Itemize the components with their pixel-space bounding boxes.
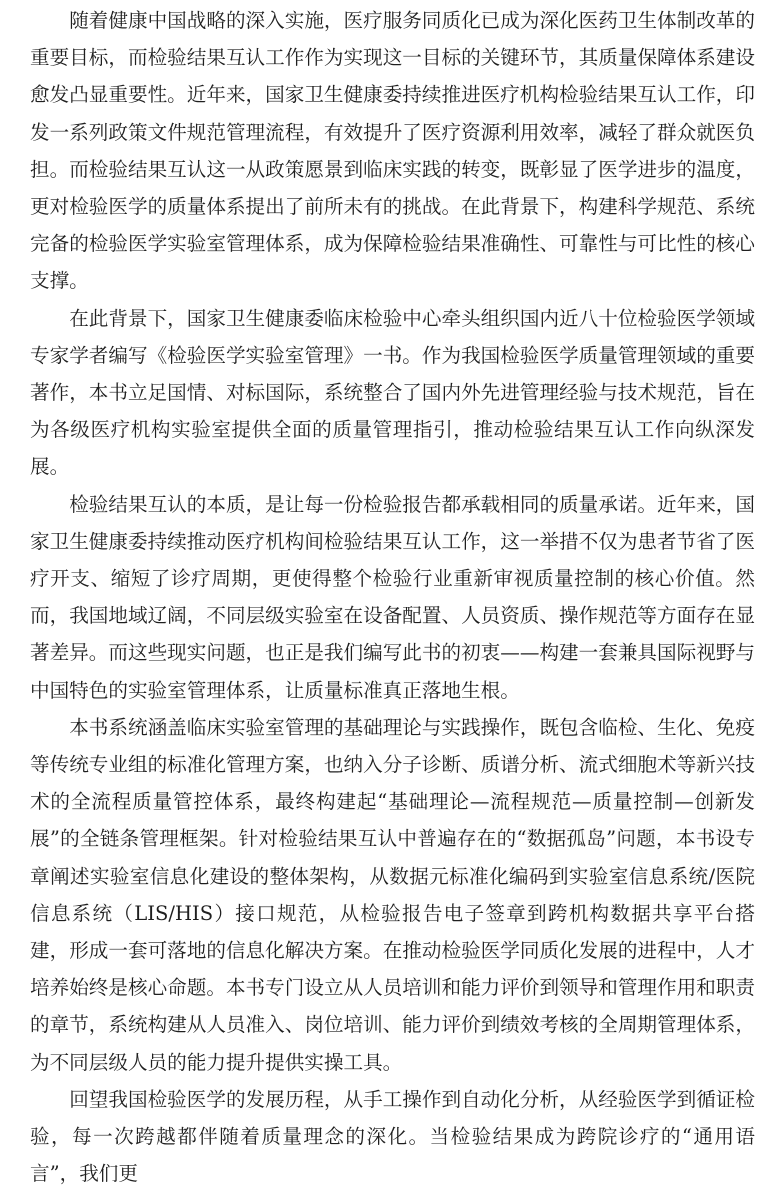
paragraph-3: 检验结果互认的本质，是让每一份检验报告都承载相同的质量承诺。近年来，国家卫生健康委持续推动医疗机构间检验结果互认工作，这一举措不仅为患者节省了医疗开支、缩短了诊疗周期，更使得整个检验行业重新审视质量控制的核心价值。然而，我国地域辽阔，不同层级实验室在设备配置、人员资质、操作规范等方面存在显著差异。而这些现实问题，也正是我们编写此书的初衷——构建一套兼具国际视野与中国特色的实验室管理体系，让质量标准真正落地生根。 xyxy=(30,492,755,702)
paragraph-5: 回望我国检验医学的发展历程，从手工操作到自动化分析，从经验医学到循证检验，每一次跨越都伴随着质量理念的深化。当检验结果成为跨院诊疗的“通用语言”，我们更 xyxy=(30,1087,755,1186)
paragraph-4: 本书系统涵盖临床实验室管理的基础理论与实践操作，既包含临检、生化、免疫等传统专业组的标准化管理方案，也纳入分子诊断、质谱分析、流式细胞术等新兴技术的全流程质量管控体系，最终构建起“基础理论—流程规范—质量控制—创新发展”的全链条管理框架。针对检验结果互认中普遍存在的“数据孤岛”问题，本书设专章阐述实验室信息化建设的整体架构，从数据元标准化编码到实验室信息系统/医院信息系统（LIS/HIS）接口规范，从检验报告电子签章到跨机构数据共享平台搭建，形成一套可落地的信息化解决方案。在推动检验医学同质化发展的进程中，人才培养始终是核心命题。本书专门设立从人员培训和能力评价到领导和管理作用和职责的章节，系统构建从人员准入、岗位培训、能力评价到绩效考核的全周期管理体系，为不同层级人员的能力提升提供实操工具。 xyxy=(30,715,755,1074)
paragraph-2: 在此背景下，国家卫生健康委临床检验中心牵头组织国内近八十位检验医学领域专家学者编写《检验医学实验室管理》一书。作为我国检验医学质量管理领域的重要著作，本书立足国情、对标国际，系统整合了国内外先进管理经验与技术规范，旨在为各级医疗机构实验室提供全面的质量管理指引，推动检验结果互认工作向纵深发展。 xyxy=(30,306,755,479)
document-body xyxy=(30,2,755,1193)
paragraph-1: 随着健康中国战略的深入实施，医疗服务同质化已成为深化医药卫生体制改革的重要目标，而检验结果互认工作作为实现这一目标的关键环节，其质量保障体系建设愈发凸显重要性。近年来，国家卫生健康委持续推进医疗机构检验结果互认工作，印发一系列政策文件规范管理流程，有效提升了医疗资源利用效率，减轻了群众就医负担。而检验结果互认这一从政策愿景到临床实践的转变，既彰显了医学进步的温度，更对检验医学的质量体系提出了前所未有的挑战。在此背景下，构建科学规范、系统完备的检验医学实验室管理体系，成为保障检验结果准确性、可靠性与可比性的核心支撑。 xyxy=(30,9,755,293)
